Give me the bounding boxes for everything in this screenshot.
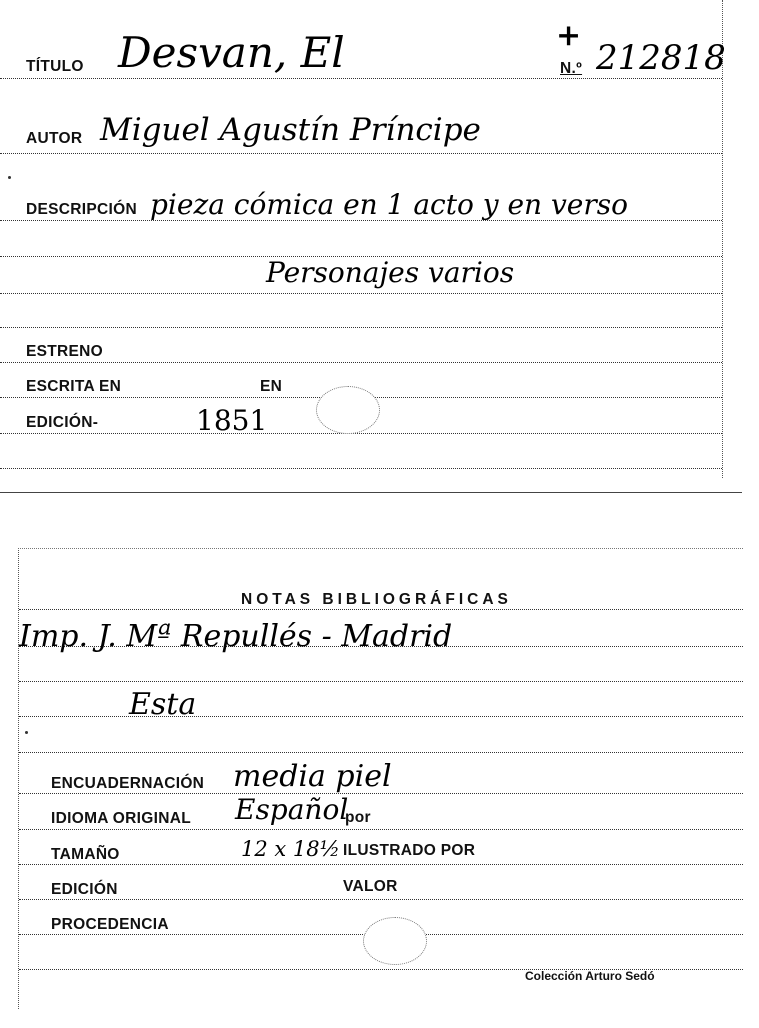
plus-mark-icon: +: [556, 18, 582, 53]
ruled-line: [19, 716, 743, 717]
tamano-label: TAMAÑO: [51, 846, 120, 863]
descripcion-label: DESCRIPCIÓN: [26, 201, 137, 218]
valor-label: VALOR: [343, 878, 398, 895]
ilustrado-label: ILUSTRADO POR: [343, 842, 476, 859]
descripcion-value: pieza cómica en 1 acto y en verso: [150, 188, 628, 221]
titulo-value: Desvan, El: [118, 28, 345, 77]
estreno-label: ESTRENO: [26, 343, 104, 360]
ruled-line: [0, 362, 722, 363]
ruled-line: [19, 899, 743, 900]
ruled-line: [19, 829, 743, 830]
punch-hole: [316, 386, 380, 434]
note-line-2: Esta: [129, 687, 197, 722]
ink-dot: [25, 731, 28, 734]
catalog-card-notes: [18, 548, 743, 1009]
encuadernacion-label: ENCUADERNACIÓN: [51, 775, 205, 792]
edicion-label: EDICIÓN-: [26, 414, 99, 431]
por-label: por: [345, 809, 371, 826]
idioma-label: IDIOMA ORIGINAL: [51, 810, 191, 827]
ink-dot: [8, 176, 11, 179]
punch-hole: [363, 917, 427, 965]
autor-label: AUTOR: [26, 130, 83, 147]
tamano-value: 12 x 18½: [241, 837, 340, 861]
note-line-1: Imp. J. Mª Repullés - Madrid: [19, 619, 453, 654]
escrita-en-label: ESCRITA EN: [26, 378, 122, 395]
ruled-line: [19, 864, 743, 865]
ruled-line: [19, 609, 743, 610]
ruled-line: [0, 433, 722, 434]
procedencia-label: PROCEDENCIA: [51, 916, 169, 933]
idioma-value: Español: [235, 793, 349, 826]
titulo-label: TÍTULO: [26, 58, 84, 75]
ruled-line: [19, 752, 743, 753]
en-label: EN: [260, 378, 283, 395]
edicion-label: EDICIÓN: [51, 881, 118, 898]
personajes-value: Personajes varios: [266, 256, 515, 289]
catalog-card-main: [0, 0, 726, 478]
ruled-line: [0, 293, 722, 294]
ruled-line: [0, 78, 722, 79]
numero-label: N.º: [560, 60, 583, 77]
ruled-line: [0, 153, 722, 154]
numero-value: 212818: [596, 38, 726, 78]
edicion-value: 1851: [196, 404, 268, 437]
autor-value: Miguel Agustín Príncipe: [100, 112, 481, 148]
coleccion-footer: Colección Arturo Sedó: [525, 969, 655, 983]
notas-heading: NOTAS BIBLIOGRÁFICAS: [241, 591, 512, 608]
card-separator: [0, 492, 742, 493]
ruled-line: [0, 327, 722, 328]
ruled-line: [0, 468, 722, 469]
ruled-line: [19, 681, 743, 682]
encuadernacion-value: media piel: [233, 759, 392, 794]
